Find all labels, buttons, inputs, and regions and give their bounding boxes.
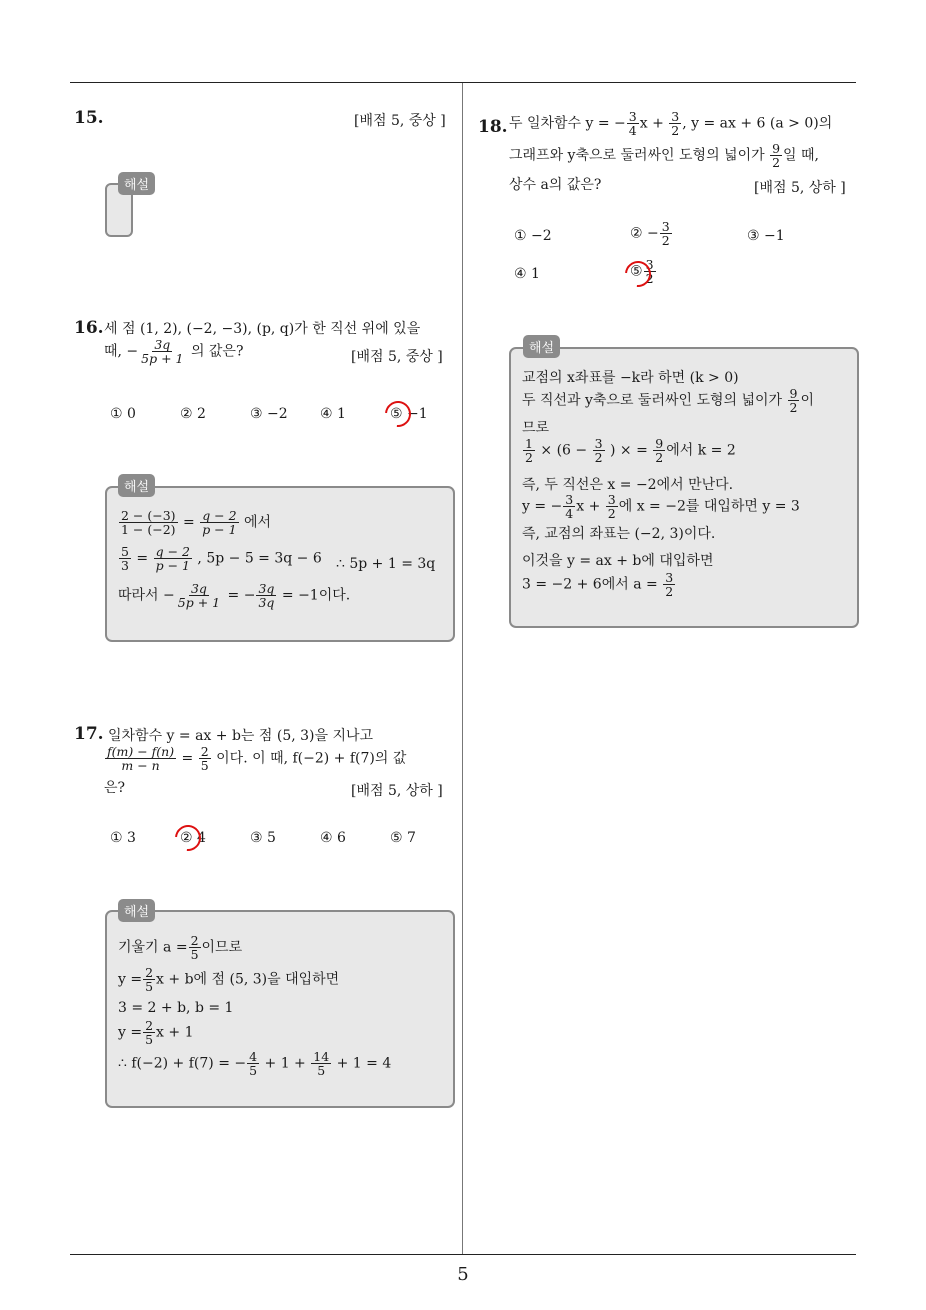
question-number: 17. [74, 724, 104, 744]
solution-line: 이것을 y = ax + b에 대입하면 [522, 553, 714, 569]
question-number: 18. [478, 117, 508, 137]
choice-1[interactable]: ① 0 [110, 406, 136, 422]
points-label: [배점 5, 중상 ] [351, 349, 443, 365]
solution-line: $\frac{1}{2}$ × (6 − $\frac{3}{2}$ ) × = $\frac{9}{2}$ 에서 k = 2 [525, 436, 736, 465]
answer-mark-icon [170, 820, 207, 857]
points-label: [배점 5, 상하 ] [754, 180, 846, 196]
solution-line: $\frac{2 - (-3)}{1 - (-2)}$ = $\frac{q - 2}{p - 1}$ 에서 [121, 508, 272, 537]
question-text: 세 점 (1, 2), (−2, −3), (p, q)가 한 직선 위에 있을 [104, 321, 421, 337]
choice-4[interactable]: ④ 1 [320, 406, 346, 422]
solution-line: y = − $\frac{3}{4}$ x + $\frac{3}{2}$ 에 x = −2를 대입하면 y = 3 [522, 492, 800, 521]
solution-line: 즉, 교점의 좌표는 (−2, 3)이다. [522, 526, 716, 542]
solution-tag: 해설 [118, 172, 155, 195]
choice-5[interactable]: ⑤ 7 [390, 830, 416, 846]
choice-2[interactable]: ② 2 [180, 406, 206, 422]
solution-line: 므로 [522, 420, 550, 436]
solution-line: 3 = −2 + 6에서 a = $\frac{3}{2}$ [522, 570, 674, 599]
solution-line: 3 = 2 + b, b = 1 [118, 1000, 234, 1016]
question-number: 15. [74, 108, 104, 128]
bottom-rule [70, 1254, 856, 1255]
choice-3[interactable]: ③ 5 [250, 830, 276, 846]
fraction: $\frac{3q}{5p + 1}$ [141, 337, 184, 366]
points-label: [배점 5, 상하 ] [351, 783, 443, 799]
answer-mark-icon [380, 396, 417, 433]
choice-1[interactable]: ① 3 [110, 830, 136, 846]
solution-tag: 해설 [523, 335, 560, 358]
question-text: 때, − $\frac{3q}{5p + 1}$ 의 값은? [104, 337, 244, 366]
choice-2[interactable]: ② − $\frac{3}{2}$ [630, 219, 670, 248]
solution-line: 기울기 a = $\frac{2}{5}$ 이므로 [118, 933, 243, 962]
points-label: [배점 5, 중상 ] [354, 113, 446, 129]
choice-4[interactable]: ④ 6 [320, 830, 346, 846]
solution-line: y = $\frac{2}{5}$ x + 1 [118, 1018, 194, 1047]
choice-3[interactable]: ③ −1 [747, 228, 785, 244]
solution-line: 즉, 두 직선은 x = −2에서 만난다. [522, 477, 734, 493]
column-divider [462, 83, 463, 1254]
question-text: 두 일차함수 y = − $\frac{3}{4}$ x + $\frac{3}{2}$ , y = ax + 6 (a > 0)의 [509, 109, 833, 138]
solution-line: ∴ 5p + 1 = 3q [336, 556, 436, 572]
solution-line: ∴ f(−2) + f(7) = − $\frac{4}{5}$ + 1 + $\frac{14}{5}$ + 1 = 4 [118, 1049, 392, 1078]
page-number: 5 [457, 1264, 469, 1285]
solution-line: 두 직선과 y축으로 둘러싸인 도형의 넓이가 $\frac{9}{2}$ 이 [522, 386, 815, 415]
question-text: 상수 a의 값은? [509, 177, 602, 193]
choice-3[interactable]: ③ −2 [250, 406, 288, 422]
solution-line: y = $\frac{2}{5}$ x + b에 점 (5, 3)을 대입하면 [118, 965, 340, 994]
solution-line: $\frac{5}{3}$ = $\frac{q - 2}{p - 1}$ , 5p − 5 = 3q − 6 [121, 544, 322, 573]
solution-tag: 해설 [118, 474, 155, 497]
question-text: 은? [104, 780, 126, 796]
top-rule [70, 82, 856, 83]
question-text: 그래프와 y축으로 둘러싸인 도형의 넓이가 $\frac{9}{2}$ 일 때, [509, 141, 819, 170]
question-text: $\frac{f(m) - f(n)}{m - n}$ = $\frac{2}{5}$ 이다. 이 때, f(−2) + f(7)의 값 [107, 744, 407, 773]
question-number: 16. [74, 318, 104, 338]
solution-line: 따라서 − $\frac{3q}{5p + 1}$ = − $\frac{3q}{3q}$ = −1이다. [118, 581, 351, 610]
choice-4[interactable]: ④ 1 [514, 266, 540, 282]
choice-5[interactable]: ⑤ $\frac{3}{2}$ [630, 257, 654, 286]
solution-tag: 해설 [118, 899, 155, 922]
solution-line: 교점의 x좌표를 −k라 하면 (k > 0) [522, 370, 739, 386]
choice-1[interactable]: ① −2 [514, 228, 552, 244]
choice-2[interactable]: ② 4 [180, 830, 206, 846]
choice-5[interactable]: ⑤ −1 [390, 406, 428, 422]
question-text: 일차함수 y = ax + b는 점 (5, 3)을 지나고 [108, 728, 374, 744]
